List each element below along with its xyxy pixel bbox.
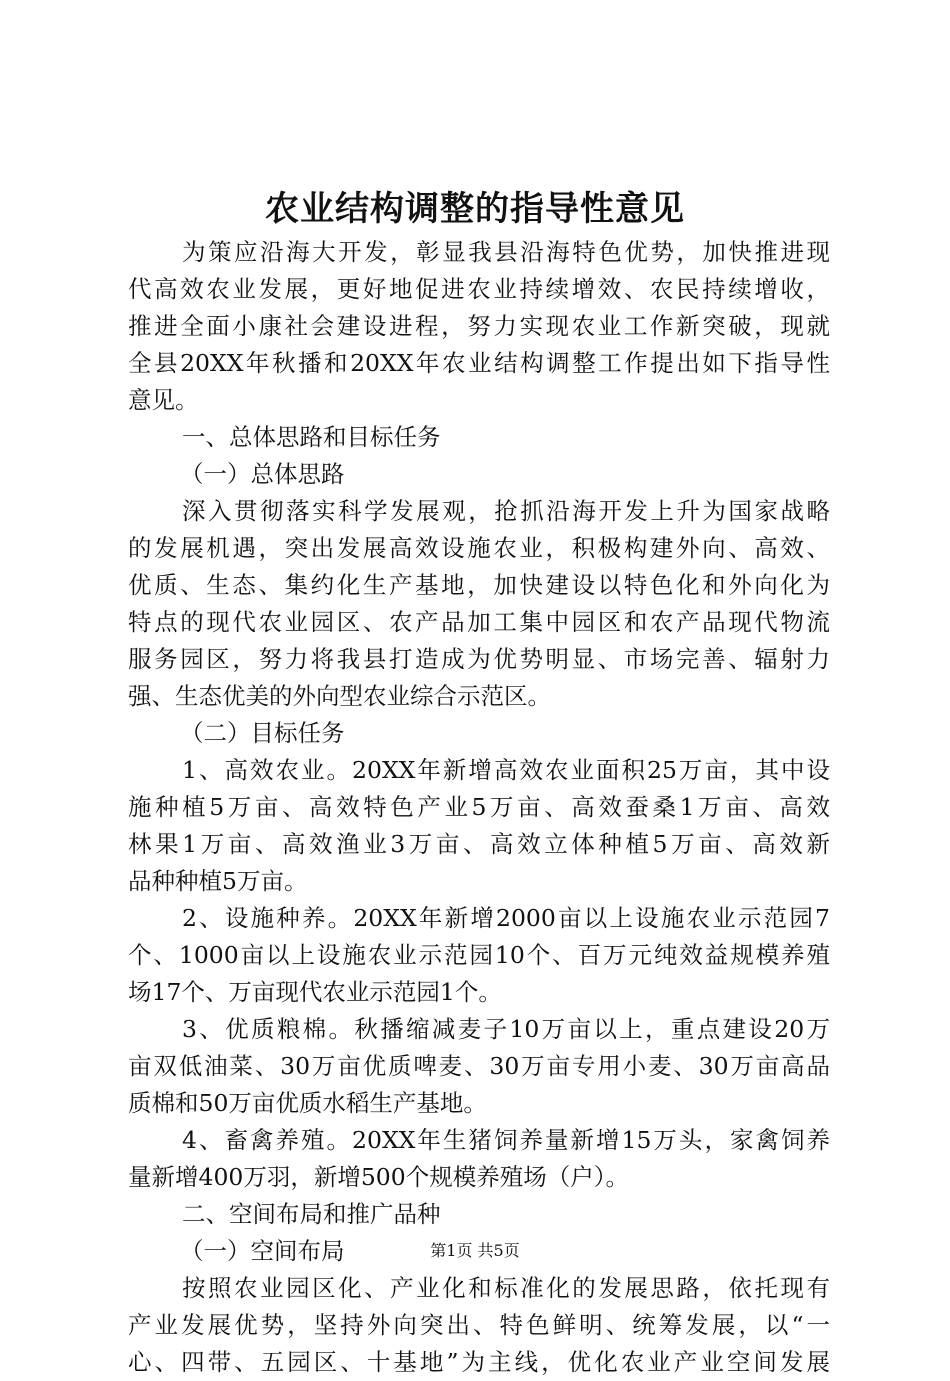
paragraph-line: 的发展机遇，突出发展高效设施农业，积极构建外向、高效、 [128,534,830,562]
paragraph-line: 量新增400万羽，新增500个规模养殖场（户）。 [128,1163,629,1191]
page-number: 第1页 共5页 [430,1241,520,1260]
paragraph-line: 场17个、万亩现代农业示范园1个。 [128,978,502,1006]
paragraph-line: 林果1万亩、高效渔业3万亩、高效立体种植5万亩、高效新 [128,830,830,858]
paragraph-line: 意见。 [128,386,199,414]
subsection-heading: （一）总体思路 [180,460,345,488]
paragraph-line: 深入贯彻落实科学发展观，抢抓沿海开发上升为国家战略 [182,497,830,525]
paragraph-line: 特点的现代农业园区、农产品加工集中园区和农产品现代物流 [128,608,830,636]
paragraph-line: 为策应沿海大开发，彰显我县沿海特色优势，加快推进现 [182,238,830,266]
paragraph-line: 质棉和50万亩优质水稻生产基地。 [128,1089,487,1117]
section-heading: 二、空间布局和推广品种 [182,1200,441,1228]
paragraph-line: 3、优质粮棉。秋播缩减麦子10万亩以上，重点建设20万 [182,1015,830,1043]
paragraph-line: 品种种植5万亩。 [128,867,308,895]
paragraph-line: 按照农业园区化、产业化和标准化的发展思路，依托现有 [182,1274,830,1302]
paragraph-line: 产业发展优势，坚持外向突出、特色鲜明、统筹发展，以“一 [128,1311,830,1339]
subsection-heading: （一）空间布局 [180,1237,345,1265]
subsection-heading: （二）目标任务 [180,719,345,747]
paragraph-line: 2、设施种养。20XX年新增2000亩以上设施农业示范园7 [182,904,830,932]
paragraph-line: 优质、生态、集约化生产基地，加快建设以特色化和外向化为 [128,571,830,599]
paragraph-line: 服务园区，努力将我县打造成为优势明显、市场完善、辐射力 [128,645,830,673]
paragraph-line: 亩双低油菜、30万亩优质啤麦、30万亩专用小麦、30万亩高品 [128,1052,830,1080]
paragraph-line: 全县20XX年秋播和20XX年农业结构调整工作提出如下指导性 [128,349,830,377]
paragraph-line: 1、高效农业。20XX年新增高效农业面积25万亩，其中设 [182,756,830,784]
paragraph-line: 心、四带、五园区、十基地”为主线，优化农业产业空间发展 [128,1348,830,1376]
section-heading: 一、总体思路和目标任务 [182,423,441,451]
paragraph-line: 强、生态优美的外向型农业综合示范区。 [128,682,551,710]
paragraph-line: 个、1000亩以上设施农业示范园10个、百万元纯效益规模养殖 [128,941,830,969]
paragraph-line: 代高效农业发展，更好地促进农业持续增效、农民持续增收， [128,275,830,303]
paragraph-line: 施种植5万亩、高效特色产业5万亩、高效蚕桑1万亩、高效 [128,793,830,821]
paragraph-line: 推进全面小康社会建设进程，努力实现农业工作新突破，现就 [128,312,830,340]
document-title: 农业结构调整的指导性意见 [265,189,685,229]
paragraph-line: 4、畜禽养殖。20XX年生猪饲养量新增15万头，家禽饲养 [182,1126,830,1154]
document-body [128,234,830,1381]
